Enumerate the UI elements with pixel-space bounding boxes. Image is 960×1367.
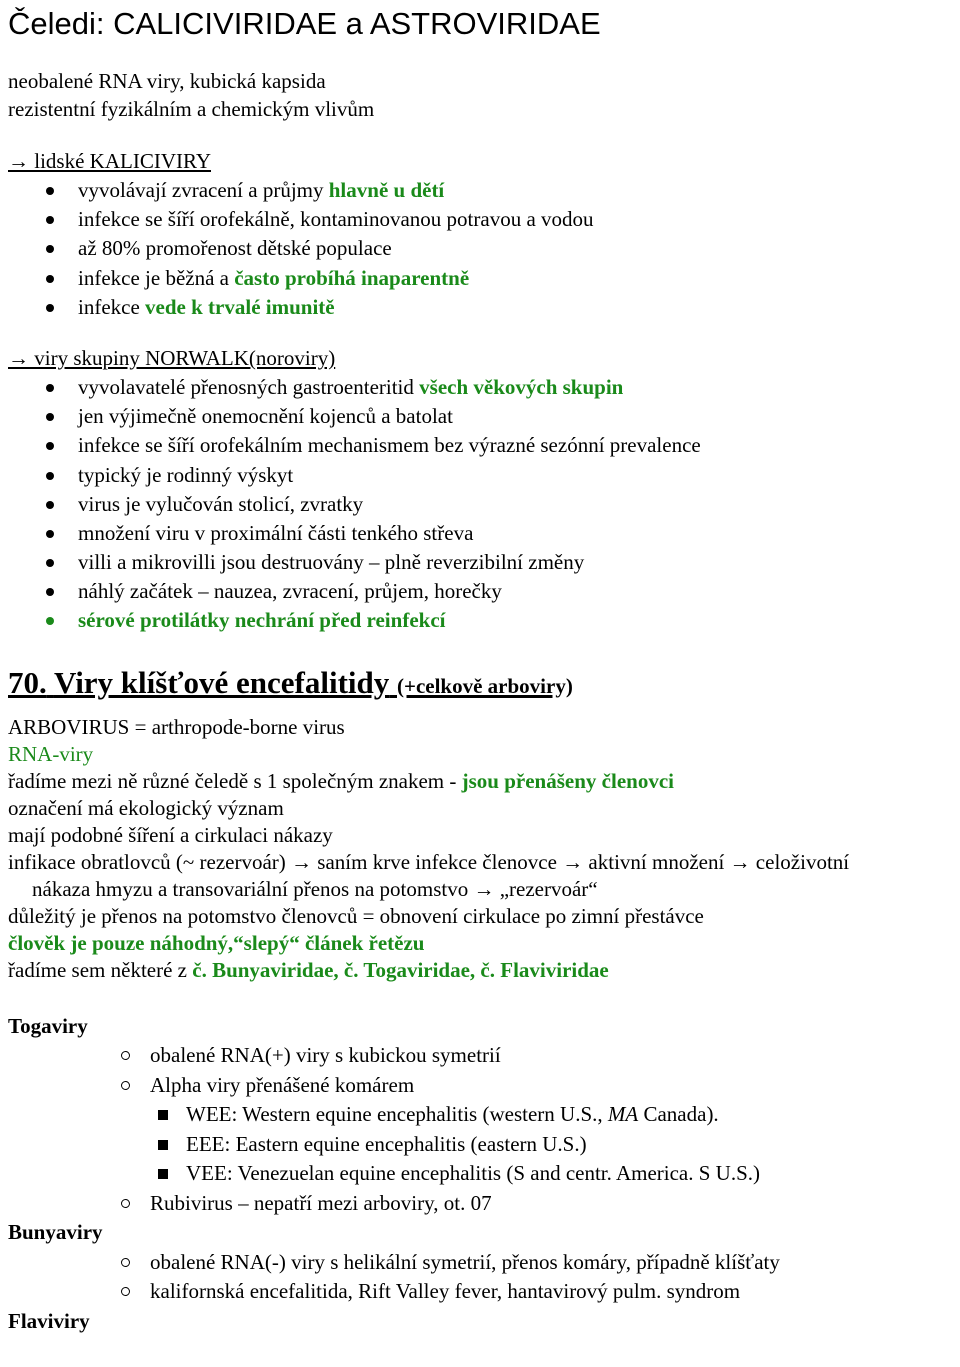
list-item [8,176,960,205]
square-bullet-icon [158,1140,168,1150]
arbo-line-5: mají podobné šíření a cirkulaci nákazy [8,822,333,847]
intro-line-2: rezistentní fyzikálním a chemickým vlivům [8,96,375,121]
bullet-icon [46,617,54,625]
arbo-line-8: důležitý je přenos na potomstvo členovců = obnovení cirkulace po zimní přestávce [8,903,704,928]
list-item [8,402,960,431]
togaviry-list-2 [8,1189,960,1219]
flaviviry-heading: Flaviviry [8,1308,90,1333]
item-text: infekce [78,294,146,319]
page-title: Čeledi: CALICIVIRIDAE a ASTROVIRIDAE [8,6,601,41]
arbo-line-9: člověk je pouze náhodný,“slepý“ článek řetězu [8,930,425,955]
arbo-line-3 [8,768,960,795]
list-item [8,1071,960,1101]
bunyaviry-list [8,1248,960,1307]
item-text: VEE: Venezuelan equine encephalitis (S and centr. America. S U.S.) [186,1161,761,1186]
arbo-line-4: označení má ekologický význam [8,795,284,820]
item-highlight: vede k trvalé imunitě [145,294,335,319]
square-bullet-icon [158,1110,168,1120]
bullet-icon [46,442,54,450]
line-highlight: č. Bunyaviridae, č. Togaviridae, č. Flaviviridae [192,957,609,982]
item-text: villi a mikrovilli jsou destruovány – plně reverzibilní změny [78,550,585,575]
line-text: řadíme sem některé z [8,957,193,982]
section-title-paren: (+celkově arboviry) [397,673,573,698]
circle-bullet-icon [121,1199,130,1208]
bullet-icon [46,501,54,509]
bullet-icon [46,384,54,392]
item-text: infekce se šíří orofekálně, kontaminovanou potravou a vodou [78,207,594,232]
list-item [8,431,960,460]
bunyaviry-heading: Bunyaviry [8,1220,103,1245]
norwalk-heading: → viry skupiny NORWALK(noroviry) [8,345,336,370]
bullet-icon [46,530,54,538]
list-item [8,548,960,577]
document-page [0,4,960,1336]
item-text: EEE: Eastern equine encephalitis (eastern U.S.) [186,1131,587,1156]
bullet-icon [46,413,54,421]
section-title-text: Viry klíšťové encefalitidy [53,664,390,700]
item-text: infekce se šíří orofekálním mechanismem bez výrazné sezónní prevalence [78,433,701,458]
item-text: infekce je běžná a [78,265,235,290]
list-item [8,1100,960,1130]
circle-bullet-icon [121,1258,130,1267]
item-text: náhlý začátek – nauzea, zvracení, průjem, horečky [78,579,502,604]
item-text: Rubivirus – nepatří mezi arboviry, ot. 07 [150,1190,492,1215]
list-item [8,1041,960,1071]
item-text: vyvolávají zvracení a průjmy [78,178,329,202]
item-text: virus je vylučován stolicí, zvratky [78,491,364,516]
item-text: jen výjimečně onemocnění kojenců a batolat [78,404,453,429]
bullet-icon [46,304,54,312]
item-highlight: hlavně u dětí [328,178,445,202]
kalici-list [8,176,960,322]
item-text: kalifornská encefalitida, Rift Valley fever, hantavirový pulm. syndrom [150,1279,741,1304]
list-item [8,1189,960,1219]
intro-line-1: neobalené RNA viry, kubická kapsida [8,69,326,93]
bullet-icon [46,472,54,480]
item-highlight: sérové protilátky nechrání před reinfekcí [78,608,446,633]
item-text: obalené RNA(-) viry s helikální symetrií, přenos komáry, případně klíšťaty [150,1249,780,1274]
section-number: 70. [8,664,47,700]
arbo-line-7: nákaza hmyzu a transovariální přenos na potomstvo → „rezervoár“ [32,876,598,901]
list-item [8,1248,960,1278]
arbo-line-10 [8,957,960,984]
circle-bullet-icon [121,1287,130,1296]
list-item [8,205,960,234]
bullet-icon [46,275,54,283]
square-bullet-icon [158,1169,168,1179]
section-70-title [8,658,960,708]
item-text: obalené RNA(+) viry s kubickou symetrií [150,1043,501,1068]
item-text: Alpha viry přenášené komárem [150,1072,415,1097]
list-item [8,461,960,490]
list-item [8,373,960,402]
item-text: vyvolavatelé přenosných gastroenteritid [78,374,420,399]
kalici-heading: → lidské KALICIVIRY [8,149,211,173]
alpha-viry-sublist [8,1100,960,1189]
item-text: WEE: Western equine encephalitis (western U.S., [186,1102,608,1127]
list-item [8,1277,960,1307]
circle-bullet-icon [121,1051,130,1060]
item-italic: MA [607,1102,639,1127]
list-item [8,234,960,263]
list-item [8,490,960,519]
arbo-line-6: infikace obratlovců (~ rezervoár) → saním krve infekce členovce → aktivní množení → celoživotní [8,849,850,874]
item-text: množení viru v proximální části tenkého střeva [78,520,474,545]
item-text-end: Canada). [638,1102,719,1127]
list-item [8,606,960,635]
togaviry-heading: Togaviry [8,1013,88,1038]
bullet-icon [46,216,54,224]
list-item [8,1130,960,1160]
line-text: řadíme mezi ně různé čeledě s 1 společným znakem - [8,768,462,793]
item-highlight: všech věkových skupin [419,374,624,399]
list-item [8,264,960,293]
arbovirus-def: ARBOVIRUS = arthropode-borne virus [8,714,345,739]
bullet-icon [46,245,54,253]
item-text: až 80% promořenost dětské populace [78,236,392,261]
list-item [8,1159,960,1189]
bullet-icon [46,559,54,567]
rna-viry: RNA-viry [8,741,94,766]
togaviry-list [8,1041,960,1100]
circle-bullet-icon [121,1081,130,1090]
line-highlight: jsou přenášeny členovci [461,768,674,793]
bullet-icon [46,588,54,596]
item-highlight: často probíhá inaparentně [234,265,470,290]
list-item [8,577,960,606]
list-item [8,293,960,322]
norwalk-list [8,373,960,636]
list-item [8,519,960,548]
bullet-icon [46,187,54,195]
item-text: typický je rodinný výskyt [78,462,294,487]
